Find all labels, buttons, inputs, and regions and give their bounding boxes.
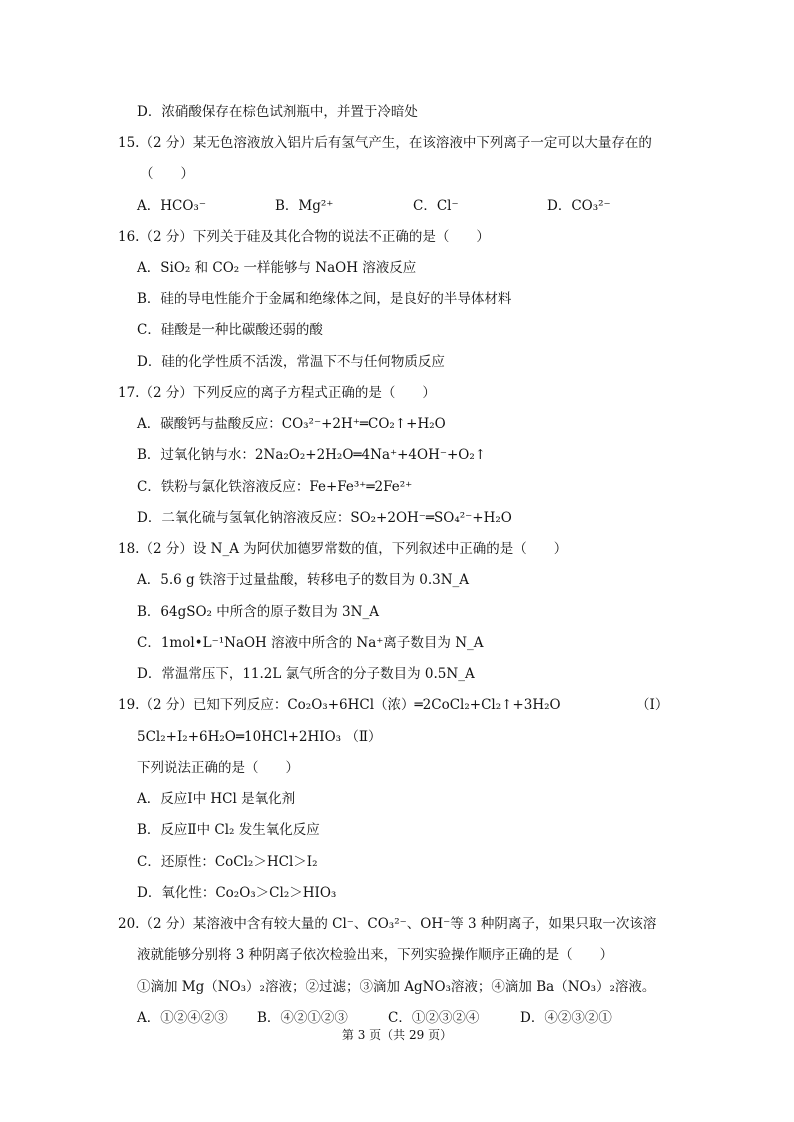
q14-option-d: D．浓硝酸保存在棕色试剂瓶中，并置于冷暗处 xyxy=(137,104,418,120)
q19-stem: 19.（2 分）已知下列反应：Co₂O₃+6HCl（浓）═2CoCl₂+Cl₂↑+3H₂O xyxy=(118,697,561,713)
q19-option-b: B．反应Ⅱ中 Cl₂ 发生氧化反应 xyxy=(137,822,320,838)
q15-bracket: （ ） xyxy=(140,166,194,182)
q19-equation-2: 5Cl₂+I₂+6H₂O═10HCl+2HIO₃ （Ⅱ） xyxy=(137,729,382,745)
q19-option-a: A．反应Ⅰ中 HCl 是氧化剂 xyxy=(137,791,296,807)
q17-option-d: D．二氧化硫与氢氧化钠溶液反应：SO₂+2OH⁻═SO₄²⁻+H₂O xyxy=(137,510,512,526)
q16-option-c: C．硅酸是一种比碳酸还弱的酸 xyxy=(137,322,323,338)
q15-option-d: D．CO₃²⁻ xyxy=(547,198,611,214)
q18-option-a: A．5.6 g 铁溶于过量盐酸，转移电子的数目为 0.3N_A xyxy=(137,572,470,588)
q16-option-b: B．硅的导电性能介于金属和绝缘体之间，是良好的半导体材料 xyxy=(137,291,512,307)
q18-option-b: B．64gSO₂ 中所含的原子数目为 3N_A xyxy=(137,604,379,620)
page-footer: 第 3 页（共 29 页） xyxy=(341,1028,453,1042)
q16-option-d: D．硅的化学性质不活泼，常温下不与任何物质反应 xyxy=(137,354,445,370)
q19-prompt: 下列说法正确的是（ ） xyxy=(137,760,299,776)
q20-option-a: A．①②④②③ xyxy=(137,1010,228,1026)
q19-option-d: D．氧化性：Co₂O₃＞Cl₂＞HIO₃ xyxy=(137,885,337,901)
q20-option-d: D．④②③②① xyxy=(520,1010,612,1026)
q20-option-b: B．④②①②③ xyxy=(257,1010,348,1026)
q20-stem-continued: 液就能够分别将 3 种阴离子依次检验出来，下列实验操作顺序正确的是（ ） xyxy=(137,947,614,963)
q17-option-b: B．过氧化钠与水：2Na₂O₂+2H₂O═4Na⁺+4OH⁻+O₂↑ xyxy=(137,447,487,463)
q18-option-d: D．常温常压下，11.2L 氯气所含的分子数目为 0.5N_A xyxy=(137,666,475,682)
q17-stem: 17.（2 分）下列反应的离子方程式正确的是（ ） xyxy=(118,385,436,401)
q15-option-a: A．HCO₃⁻ xyxy=(137,198,206,214)
q16-option-a: A．SiO₂ 和 CO₂ 一样能够与 NaOH 溶液反应 xyxy=(137,260,417,276)
q20-option-c: C．①②③②④ xyxy=(388,1010,480,1026)
q20-steps: ①滴加 Mg（NO₃）₂溶液；②过滤；③滴加 AgNO₃溶液；④滴加 Ba（NO₃）₂溶液。 xyxy=(137,979,656,995)
q20-stem: 20.（2 分）某溶液中含有较大量的 Cl⁻、CO₃²⁻、OH⁻等 3 种阴离子，如果只取一次该溶 xyxy=(118,916,657,932)
q18-stem: 18.（2 分）设 N_A 为阿伏加德罗常数的值，下列叙述中正确的是（ ） xyxy=(118,541,568,557)
q15-option-c: C．Cl⁻ xyxy=(413,198,459,214)
q16-stem: 16.（2 分）下列关于硅及其化合物的说法不正确的是（ ） xyxy=(118,229,490,245)
q19-option-c: C．还原性：CoCl₂＞HCl＞I₂ xyxy=(137,854,318,870)
q15-stem: 15.（2 分）某无色溶液放入铝片后有氢气产生，在该溶液中下列离子一定可以大量存在的 xyxy=(118,135,652,151)
q15-option-b: B．Mg²⁺ xyxy=(275,198,334,214)
q17-option-c: C．铁粉与氯化铁溶液反应：Fe+Fe³⁺═2Fe²⁺ xyxy=(137,479,413,495)
q19-reaction-label-1: （Ⅰ） xyxy=(636,697,669,713)
q18-option-c: C．1mol•L⁻¹NaOH 溶液中所含的 Na⁺离子数目为 N_A xyxy=(137,635,484,651)
q17-option-a: A．碳酸钙与盐酸反应：CO₃²⁻+2H⁺═CO₂↑+H₂O xyxy=(137,416,446,432)
